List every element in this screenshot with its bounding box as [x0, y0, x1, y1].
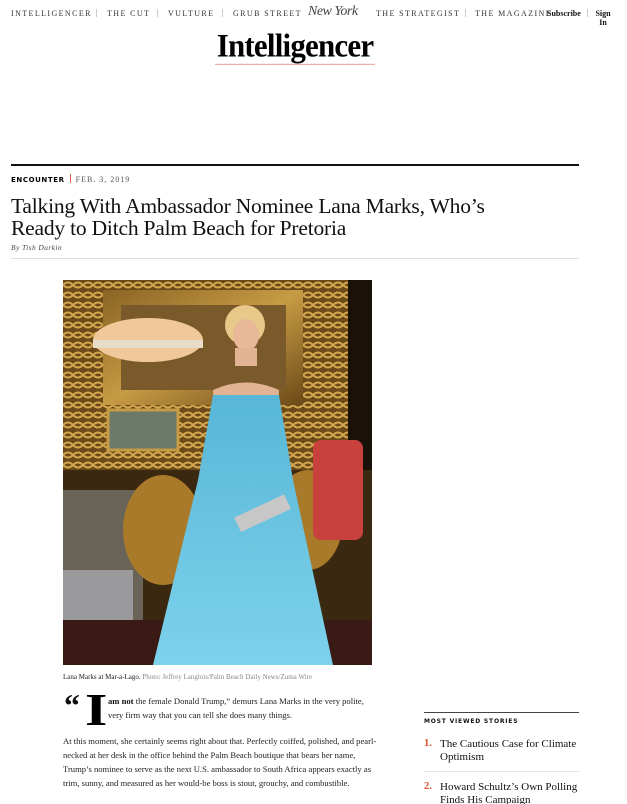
photo-caption — [63, 673, 312, 681]
article-paragraph-2: At this moment, she certainly seems right about that. Perfectly coiffed, polished, and pearl-necked at her desk in the office behind the Palm Beach boutique that bears her name, Trump’s nominee to serve as the next U.S. ambassador to South Africa appears exactly as trim, sunny, and measured as her would-be boss is stout, grouchy, and combustible. — [63, 736, 377, 788]
nav-the-cut[interactable]: THE CUT — [107, 9, 151, 18]
nav-separator — [222, 9, 223, 17]
most-viewed-rule — [424, 712, 579, 713]
nav-intelligencer[interactable]: INTELLIGENCER — [11, 9, 92, 18]
lead-in-bold: am not — [108, 696, 134, 706]
article-photo[interactable] — [63, 280, 372, 665]
photo-credit: Photo: Jeffrey Langlois/Palm Beach Daily News/Zuma Wire — [142, 673, 313, 681]
article-date: FEB. 3, 2019 — [75, 175, 131, 184]
rubric-separator — [70, 174, 71, 183]
most-viewed-divider — [424, 771, 579, 772]
rubric-section-link[interactable]: ENCOUNTER — [11, 176, 65, 184]
subscribe-link[interactable]: Subscribe — [547, 9, 581, 18]
masthead — [0, 27, 590, 64]
nav-grub-street[interactable]: GRUB STREET — [233, 9, 302, 18]
nav-the-strategist[interactable]: THE STRATEGIST — [376, 9, 461, 18]
most-viewed-rank: 1. — [424, 738, 432, 749]
nav-vulture[interactable]: VULTURE — [168, 9, 215, 18]
dropcap-quote-mark: “ — [64, 687, 78, 723]
article-top-rule — [11, 164, 579, 166]
photo-illustration — [63, 280, 372, 665]
most-viewed-headline: The Cautious Case for Climate Optimism — [440, 738, 577, 763]
nav-the-magazine[interactable]: THE MAGAZINE — [475, 9, 553, 18]
article-byline[interactable]: By Tish Durkin — [11, 243, 63, 252]
caption-text: Lana Marks at Mar-a-Lago. — [63, 673, 141, 681]
article-rubric — [11, 174, 130, 184]
most-viewed-rank: 2. — [424, 781, 432, 792]
paragraph-1-text: the female Donald Trump,” demurs Lana Marks in the very polite, very firm way that you can tell she does many things. — [108, 696, 364, 720]
new-york-logo[interactable]: New York — [308, 4, 358, 19]
article-headline: Talking With Ambassador Nominee Lana Marks, Who’s Ready to Ditch Palm Beach for Pretoria — [11, 194, 485, 240]
byline-divider — [11, 258, 579, 259]
nav-separator — [157, 9, 158, 17]
nav-separator — [587, 9, 588, 17]
most-viewed-title: MOST VIEWED STORIES — [424, 718, 519, 725]
nav-separator — [465, 9, 466, 17]
intelligencer-logo[interactable]: Intelligencer — [216, 27, 374, 64]
sign-in-link[interactable]: Sign In — [595, 9, 611, 27]
top-navigation — [0, 0, 627, 28]
dropcap-letter: I — [85, 684, 108, 735]
most-viewed-headline: Howard Schultz’s Own Polling Finds His Campaign — [440, 781, 578, 804]
nav-separator — [96, 9, 97, 17]
article-paragraph-1 — [108, 694, 378, 722]
